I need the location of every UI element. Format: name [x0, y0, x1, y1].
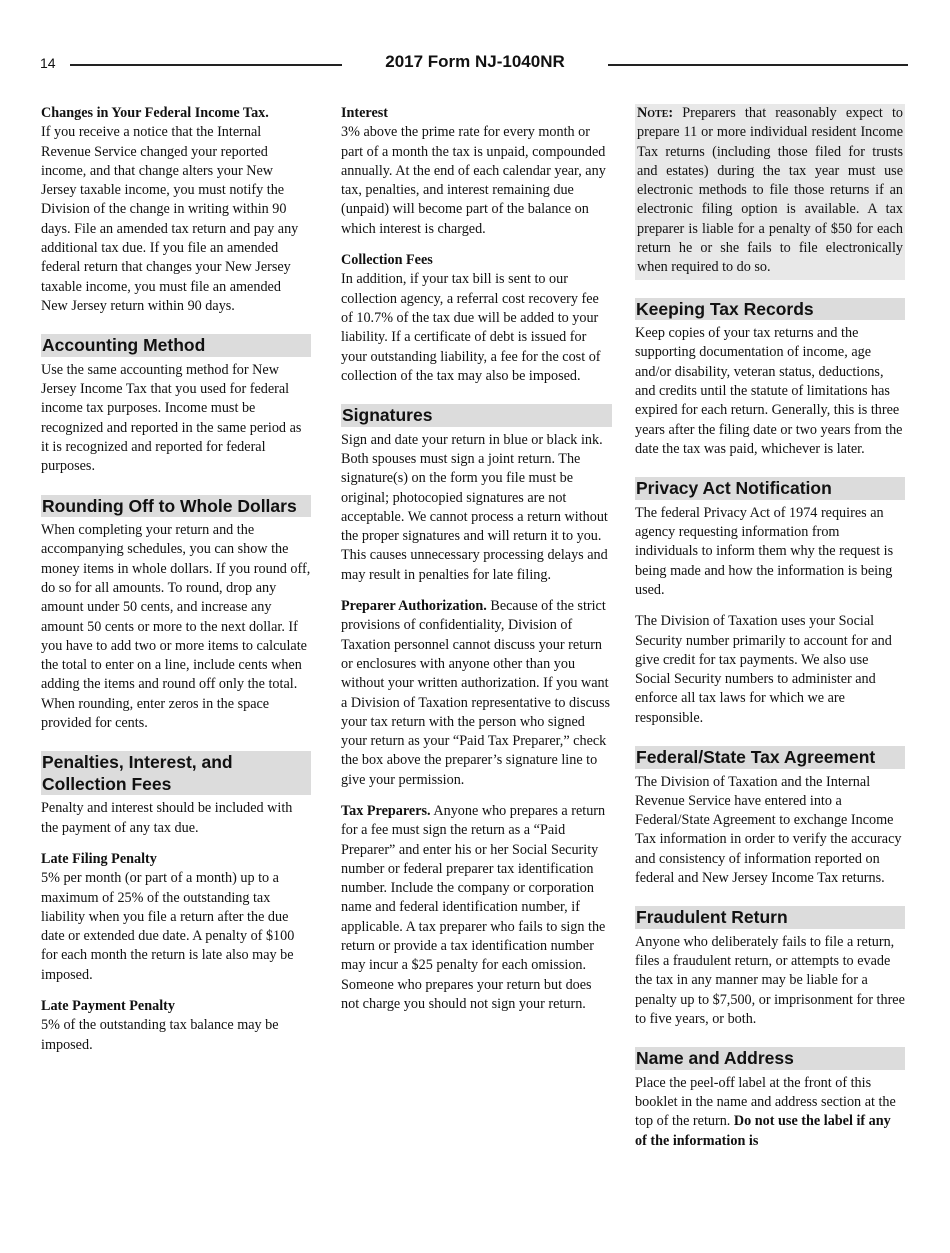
- federal-state-agreement-heading: Federal/State Tax Agreement: [635, 746, 905, 769]
- accounting-method-text: Use the same accounting method for New Jersey Income Tax that you used for federal income tax purposes. Income must be recognized and reported in the same period as it is recognized and reported for federal purposes.: [41, 361, 302, 475]
- interest-heading: Interest: [341, 105, 389, 121]
- accounting-method-heading: Accounting Method: [41, 334, 311, 357]
- tax-preparers-text: Anyone who prepares a return for a fee must sign the return as a “Paid Preparer” and enter his or her Social Security number or federal preparer tax identification number. Include the company or corporation name and federal identification number, if applicable. A tax preparer who fails to sign the return or provide a tax identification number may incur a $25 penalty for each omission. Someone who prepares your return but does not charge you should not sign your return.: [341, 803, 606, 1012]
- late-filing-text: 5% per month (or part of a month) up to a maximum of 25% of the outstanding tax liability when you file a return after the due date or extended due date. A penalty of $100 for each month the return is late also may be imposed.: [41, 870, 295, 983]
- interest-paragraph: [341, 104, 612, 239]
- keeping-records-text: Keep copies of your tax returns and the supporting documentation of income, age and/or disability, veteran status, deductions, and credits until the statute of limitations has expired for each return. Generally, this is three years after the filing date or two years from the date the tax was paid, whichever is later.: [635, 325, 903, 457]
- late-payment-text: 5% of the outstanding tax balance may be imposed.: [41, 1017, 279, 1053]
- name-address-paragraph: [635, 1074, 905, 1151]
- collection-fees-text: In addition, if your tax bill is sent to our collection agency, a referral cost recovery fee of 10.7% of the tax due will be added to your liability. If a certificate of debt is issued for your outstanding liability, a fee for the cost of collection of the tax may also be imposed.: [341, 271, 601, 384]
- tax-preparers-paragraph: [341, 802, 612, 1014]
- privacy-act-text-2: The Division of Taxation uses your Social Security number primarily to account for and give credit for tax payments. We also use Social Security numbers to administer and enforce all tax laws for which we are responsible.: [635, 613, 892, 726]
- penalties-text: Penalty and interest should be included with the payment of any tax due.: [41, 800, 293, 836]
- signatures-text: Sign and date your return in blue or black ink. Both spouses must sign a joint return. The signature(s) on the form you file must be original; photocopied signatures are not acceptable. We cannot process a return without the proper signatures and will return it to you. This causes unnecessary processing delays and may result in penalties for late filing.: [341, 431, 608, 583]
- preparer-authorization-paragraph: [341, 597, 612, 790]
- fraudulent-return-heading: Fraudulent Return: [635, 906, 905, 929]
- note-label: Note:: [637, 105, 674, 121]
- column-3: [635, 104, 905, 1163]
- page-number: 14: [40, 55, 56, 71]
- fraudulent-return-text: Anyone who deliberately fails to file a return, files a fraudulent return, or attempts to evade the tax in any manner may be liable for a penalty up to $7,500, or imprisonment for three to five years, or both.: [635, 933, 905, 1027]
- collection-fees-heading: Collection Fees: [341, 252, 433, 269]
- form-title: 2017 Form NJ-1040NR: [385, 52, 565, 71]
- name-address-text: Place the peel-off label at the front of this booklet in the name and address section at the top of the return.: [635, 1074, 896, 1130]
- federal-state-agreement-text: The Division of Taxation and the Internal Revenue Service have entered into a Federal/State Agreement to exchange Income Tax information in order to verify the accuracy and consistency of information reported on federal and New Jersey Income Tax returns.: [635, 773, 902, 886]
- penalties-heading: Penalties, Interest, and Collection Fees: [41, 751, 311, 795]
- header-rule-right: [608, 64, 908, 66]
- note-box: [635, 104, 905, 280]
- privacy-act-heading: Privacy Act Notification: [635, 477, 905, 500]
- changes-heading: Changes in Your Federal Income Tax.: [41, 105, 269, 121]
- privacy-act-text-1: The federal Privacy Act of 1974 requires an agency requesting information from individuals to inform them why the request is being made and how the information is being used.: [635, 504, 894, 598]
- name-address-bold-text: Do not use the label if any of the information is: [635, 1113, 891, 1149]
- rounding-text: When completing your return and the accompanying schedules, you can show the money items in whole dollars. If you round off, do so for all amounts. To round, drop any amount under 50 cents, and increase any amount 50 cents or more to the next dollar. If you have to add two or more items to calculate the total to enter on a line, include cents when adding the items and round off only the total. When rounding, enter zeros in the space provided for cents.: [41, 522, 311, 732]
- late-payment-paragraph: [41, 997, 311, 1055]
- changes-text: If you receive a notice that the Internal Revenue Service changed your reported income, and that change alters your New Jersey taxable income, you must notify the Division of the change in writing within 90 days. File an amended tax return and pay any additional tax due. If you file an amended federal return that changes your New Jersey taxable income, you must file an amended New Jersey return within 90 days.: [41, 124, 299, 314]
- signatures-heading: Signatures: [341, 404, 612, 427]
- interest-text: 3% above the prime rate for every month or part of a month the tax is unpaid, compounded annually. At the end of each calendar year, any tax, penalties, and interest remaining due (unpaid) will become part of the balance on which interest is charged.: [341, 124, 606, 237]
- tax-preparers-lead: Tax Preparers.: [341, 803, 431, 819]
- rounding-heading: Rounding Off to Whole Dollars: [41, 495, 311, 518]
- preparer-authorization-lead: Preparer Authorization.: [341, 598, 487, 615]
- column-2: [341, 104, 612, 1026]
- keeping-records-heading: Keeping Tax Records: [635, 298, 905, 321]
- column-1: [41, 104, 311, 1067]
- changes-paragraph: [41, 104, 311, 316]
- note-text: Preparers that reasonably expect to prepare 11 or more individual resident Income Tax returns (including those filed for trusts and estates) during the tax year must use electronic methods to file those returns if an electronic filing option is available. A tax preparer is liable for a penalty of $50 for each return he or she fails to file electronically when required to do so.: [637, 105, 903, 276]
- collection-fees-paragraph: [341, 251, 612, 386]
- late-filing-heading: Late Filing Penalty: [41, 850, 157, 867]
- late-filing-paragraph: [41, 850, 311, 985]
- name-address-heading: Name and Address: [635, 1047, 905, 1070]
- preparer-authorization-text: Because of the strict provisions of confidentiality, Division of Taxation personnel cannot discuss your return or enclosures with anyone other than you without your written authorization. If you want a Division of Taxation representative to discuss your tax return with the person who signed your return as your “Paid Tax Preparer,” check the box above the preparer’s signature line to give your permission.: [341, 598, 611, 788]
- header-rule-left: [70, 64, 342, 66]
- late-payment-heading: Late Payment Penalty: [41, 997, 175, 1014]
